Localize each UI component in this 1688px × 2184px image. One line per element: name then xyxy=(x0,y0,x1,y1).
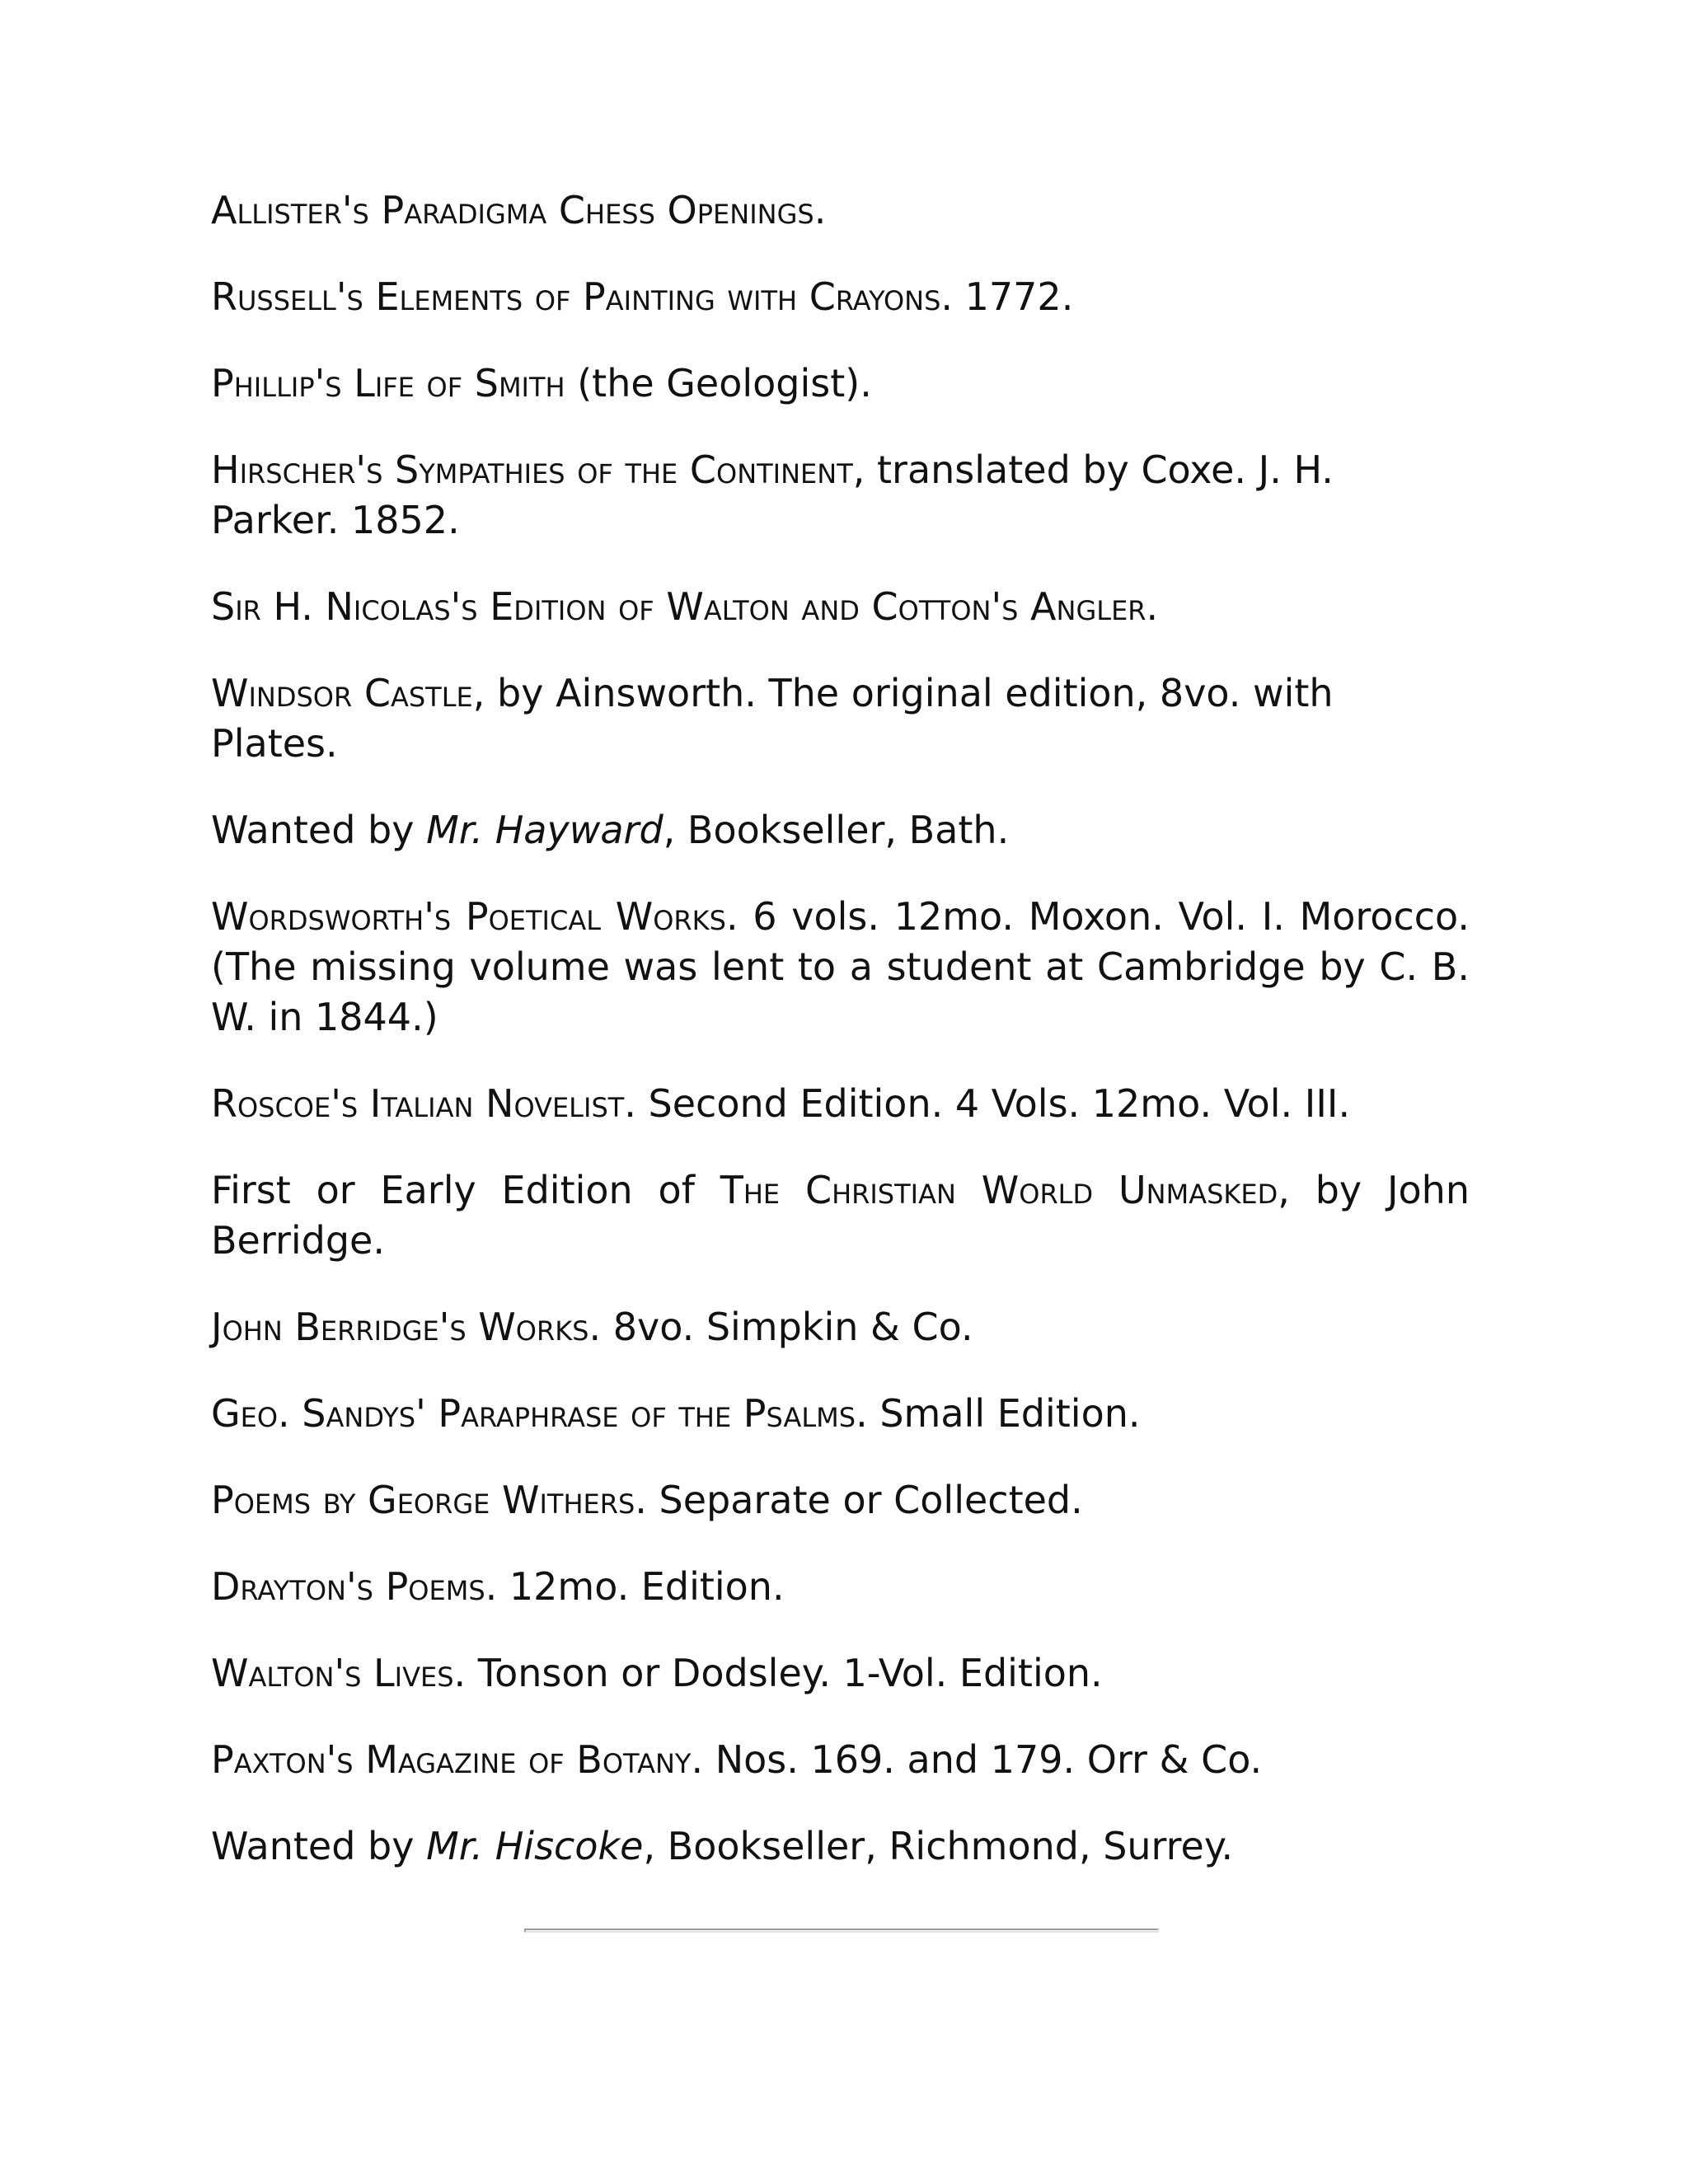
book-entry xyxy=(211,582,1470,632)
book-details: (the Geologist). xyxy=(565,361,872,405)
book-title: Drayton's Poems xyxy=(211,1564,485,1609)
book-details: , by Ainsworth. The original edition, 8vo. with Plates. xyxy=(211,671,1334,766)
book-entry xyxy=(211,359,1470,409)
book-details: . Nos. 169. and 179. Orr & Co. xyxy=(691,1737,1263,1782)
book-details: . 8vo. Simpkin & Co. xyxy=(588,1305,973,1349)
book-entry xyxy=(211,1389,1470,1439)
book-entry xyxy=(211,1562,1470,1612)
book-details: , translated by Coxe. J. H. Parker. 1852. xyxy=(211,448,1334,542)
book-details: . Separate or Collected. xyxy=(635,1478,1083,1522)
book-entry xyxy=(211,1648,1470,1699)
book-details: . 12mo. Edition. xyxy=(485,1564,785,1609)
bookseller-name: Mr. Hayward xyxy=(426,808,663,852)
bookseller-location: , Bookseller, Bath. xyxy=(663,808,1010,852)
book-details: . 6 vols. 12mo. Moxon. Vol. I. Morocco. (The missing volume was lent to a student at Cambridge by C. B. W. in 1844.) xyxy=(211,894,1470,1039)
book-title: Sir H. Nicolas's Edition of Walton and Cotton's Angler. xyxy=(211,584,1159,629)
wanted-by-prefix: Wanted by xyxy=(211,1824,427,1868)
wanted-by-prefix: Wanted by xyxy=(211,808,427,852)
book-details: . Small Edition. xyxy=(856,1391,1141,1436)
horizontal-rule xyxy=(524,1929,1159,1933)
book-title: Windsor Castle xyxy=(211,671,473,715)
book-entry xyxy=(211,185,1470,236)
book-entry xyxy=(211,1079,1470,1129)
book-entry xyxy=(211,1735,1470,1785)
book-title: John Berridge's Works xyxy=(211,1305,589,1349)
book-title: Paxton's Magazine of Botany xyxy=(211,1737,692,1782)
book-entry xyxy=(211,445,1470,546)
book-details: . Tonson or Dodsley. 1-Vol. Edition. xyxy=(453,1651,1103,1695)
book-title: Hirscher's Sympathies of the Continent xyxy=(211,448,853,492)
book-title: Allister's Paradigma Chess Openings. xyxy=(211,188,827,232)
book-title: Russell's Elements of Painting with Crayons xyxy=(211,274,941,319)
book-title: Roscoe's Italian Novelist xyxy=(211,1081,625,1126)
book-title: Phillip's Life of Smith xyxy=(211,361,565,405)
book-details: . Second Edition. 4 Vols. 12mo. Vol. III. xyxy=(624,1081,1351,1126)
book-title: Walton's Lives xyxy=(211,1651,454,1695)
book-entry xyxy=(211,892,1470,1043)
book-entry xyxy=(211,1302,1470,1352)
book-title: Wordsworth's Poetical Works xyxy=(211,894,726,939)
bookseller-location: , Bookseller, Richmond, Surrey. xyxy=(643,1824,1234,1868)
book-title: Geo. Sandys' Paraphrase of the Psalms xyxy=(211,1391,856,1436)
book-details: , by John Berridge. xyxy=(211,1168,1470,1263)
book-entry xyxy=(211,1165,1470,1266)
book-entry xyxy=(211,668,1470,769)
book-details: . 1772. xyxy=(940,274,1074,319)
book-entry xyxy=(211,1475,1470,1526)
book-title: The Christian World Unmasked xyxy=(720,1168,1278,1212)
wanted-books-list xyxy=(211,185,1470,1908)
wanted-by-line xyxy=(211,805,1470,855)
wanted-by-line xyxy=(211,1821,1470,1872)
bookseller-name: Mr. Hiscoke xyxy=(426,1824,644,1868)
book-prefix: First or Early Edition of xyxy=(211,1168,720,1212)
book-title: Poems by George Withers xyxy=(211,1478,635,1522)
book-entry xyxy=(211,272,1470,322)
